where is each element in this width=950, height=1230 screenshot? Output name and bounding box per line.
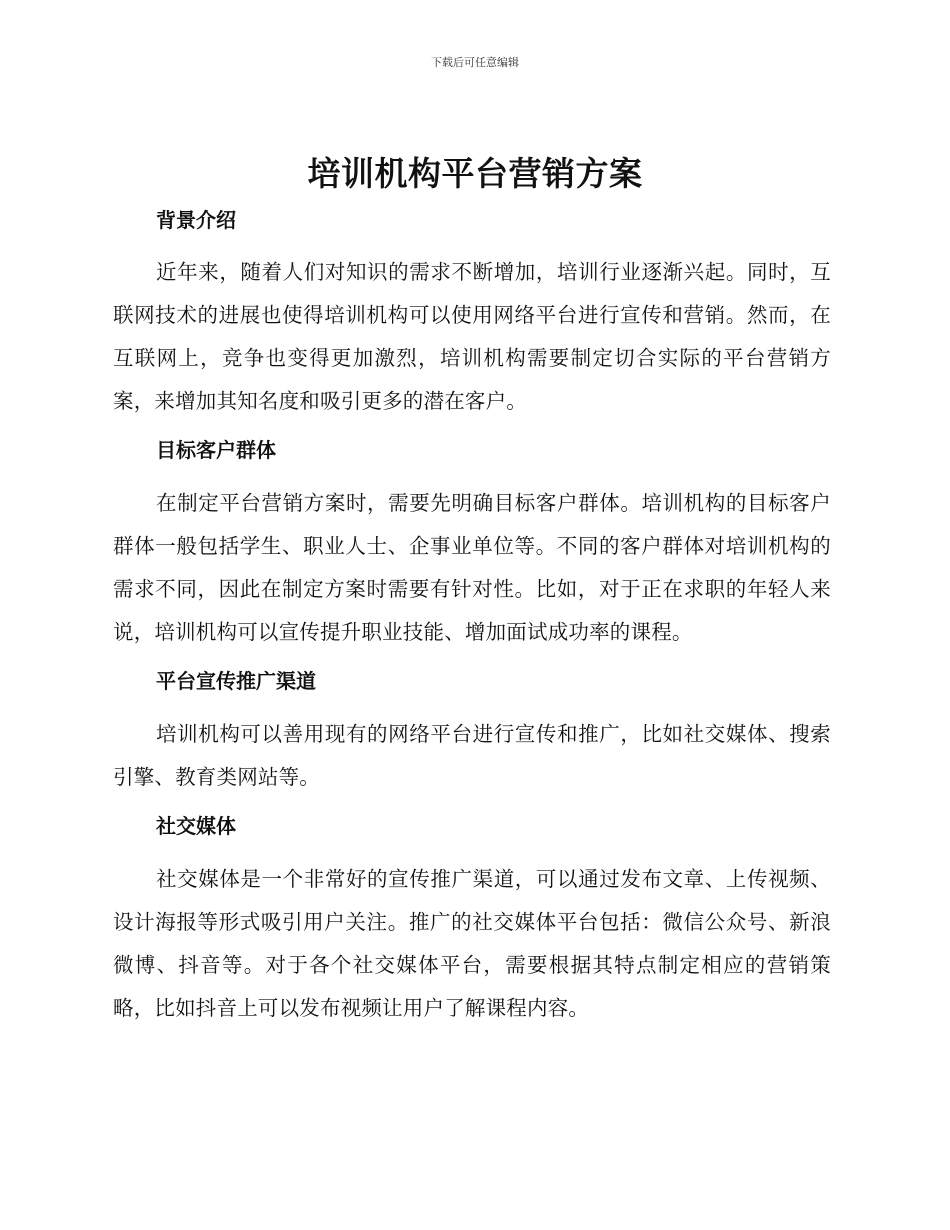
document-body [113, 200, 831, 1030]
section-heading-target-customers: 目标客户群体 [156, 438, 276, 462]
page-header-note: 下载后可任意编辑 [431, 56, 519, 69]
document-title: 培训机构平台营销方案 [307, 154, 643, 193]
section-heading-background: 背景介绍 [156, 208, 236, 232]
section-paragraph-social-media: 社交媒体是一个非常好的宣传推广渠道，可以通过发布文章、上传视频、设计海报等形式吸引用户关注。推广的社交媒体平台包括：微信公众号、新浪微博、抖音等。对于各个社交媒体平台，需要根据其特点制定相应的营销策略，比如抖音上可以发布视频让用户了解课程内容。 [113, 867, 831, 1020]
section-paragraph-target-customers: 在制定平台营销方案时，需要先明确目标客户群体。培训机构的目标客户群体一般包括学生、职业人士、企事业单位等。不同的客户群体对培训机构的需求不同，因此在制定方案时需要有针对性。比如，对于正在求职的年轻人来说，培训机构可以宣传提升职业技能、增加面试成功率的课程。 [113, 491, 831, 644]
section-heading-promotion-channels: 平台宣传推广渠道 [156, 669, 316, 693]
section-heading-social-media: 社交媒体 [156, 814, 236, 838]
section-paragraph-promotion-channels: 培训机构可以善用现有的网络平台进行宣传和推广，比如社交媒体、搜索引擎、教育类网站等。 [113, 722, 831, 789]
section-paragraph-background: 近年来，随着人们对知识的需求不断增加，培训行业逐渐兴起。同时，互联网技术的进展也使得培训机构可以使用网络平台进行宣传和营销。然而，在互联网上，竞争也变得更加激烈，培训机构需要制定切合实际的平台营销方案，来增加其知名度和吸引更多的潜在客户。 [113, 260, 831, 413]
